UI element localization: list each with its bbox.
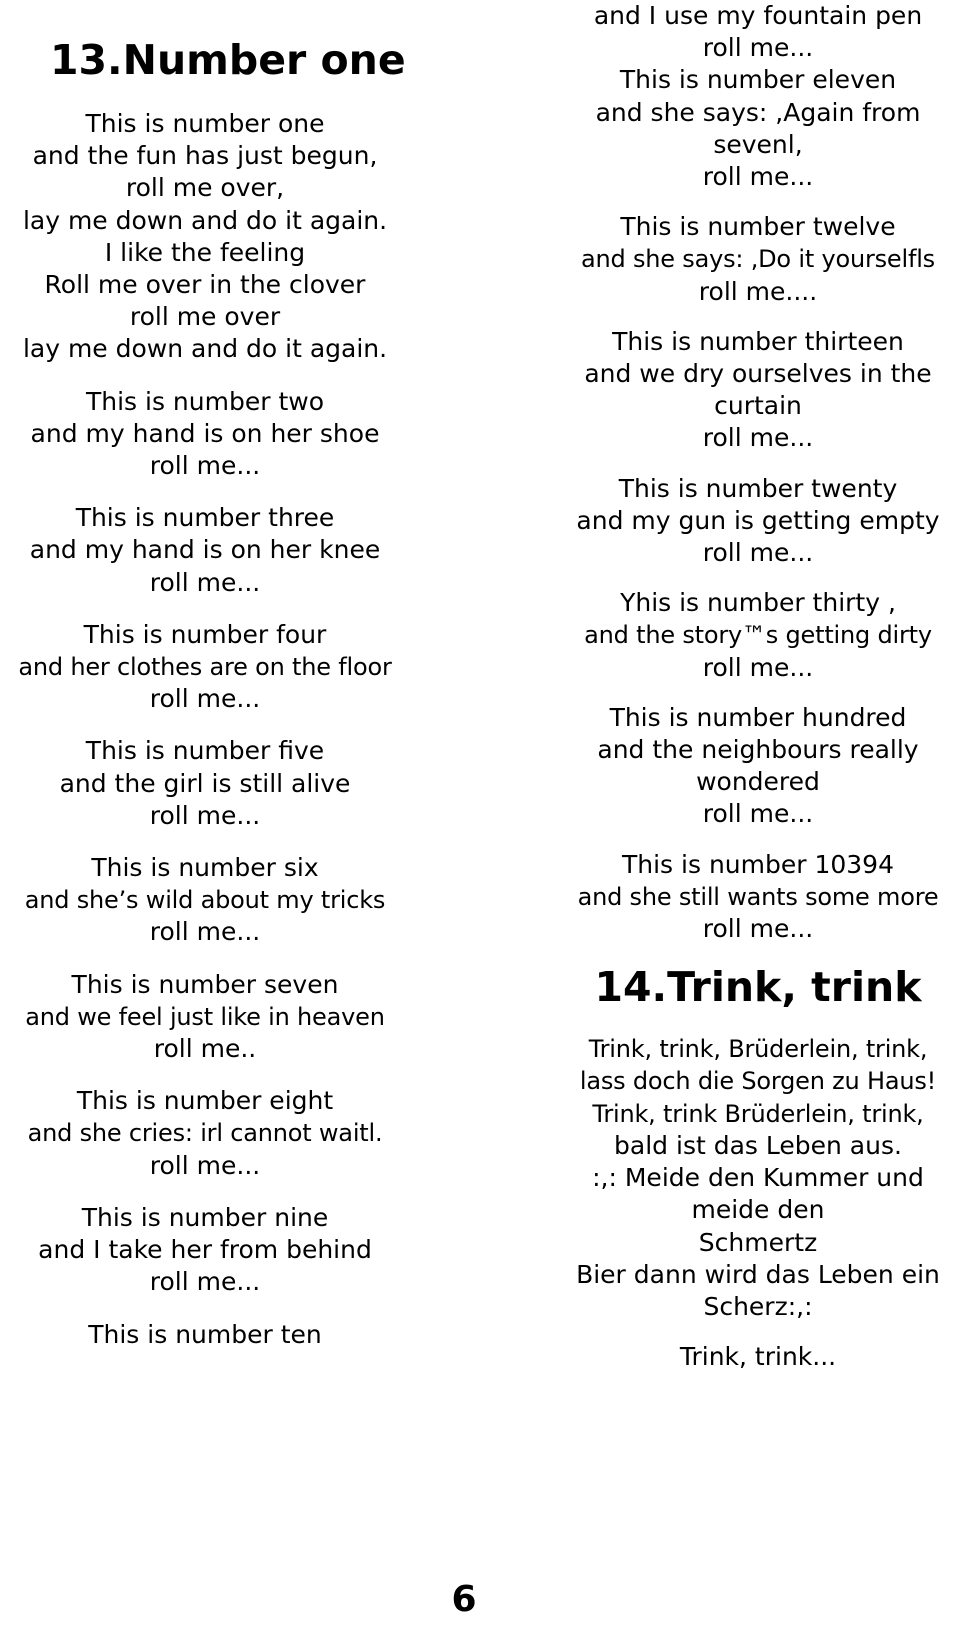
lyric-line: and my hand is on her shoe	[30, 418, 380, 448]
stanza	[556, 326, 960, 455]
lyric-line: This is number five	[85, 736, 325, 766]
stanza	[0, 852, 410, 949]
stanza	[556, 1033, 960, 1323]
lyric-line: roll me...	[702, 538, 814, 568]
lyric-line: This is number twelve	[620, 212, 896, 242]
lyric-line: and she says: ,Again from	[595, 97, 921, 127]
lyric-line: This is number four	[83, 619, 327, 649]
lyric-line: roll me over,	[125, 173, 285, 203]
lyric-line: roll me...	[149, 917, 261, 947]
stanza	[556, 211, 960, 308]
lyric-line: and we dry ourselves in the	[584, 359, 932, 389]
lyric-line: This is number seven	[71, 969, 339, 999]
stanza	[0, 619, 410, 716]
lyric-line: roll me...	[702, 914, 814, 944]
lyric-line: This is number eleven	[619, 65, 897, 95]
lyric-line: and the fun has just begun,	[32, 141, 378, 171]
lyric-line: and I take her from behind	[38, 1235, 372, 1265]
stanza	[0, 735, 410, 832]
stanza	[556, 473, 960, 570]
lyric-line: Roll me over in the clover	[44, 270, 366, 300]
stanza	[556, 849, 960, 946]
lyric-line: roll me....	[698, 276, 818, 306]
lyric-line: roll me...	[149, 1267, 261, 1297]
lyric-line: :,: Meide den Kummer und	[592, 1163, 924, 1193]
lyric-line: and the story™s getting dirty	[584, 621, 932, 650]
lyric-line: wondered	[696, 767, 820, 797]
lyric-line: Schmertz	[698, 1227, 818, 1257]
lyric-line: lass doch die Sorgen zu Haus!	[579, 1067, 937, 1096]
lyric-line: roll me over	[129, 302, 281, 332]
song-lyrics-continued	[556, 0, 960, 945]
lyric-line: roll me...	[702, 162, 814, 192]
lyric-line: roll me...	[702, 799, 814, 829]
lyric-line: lay me down and do it again.	[22, 334, 388, 364]
stanza	[0, 1085, 410, 1182]
lyric-line: This is number thirteen	[612, 326, 904, 356]
lyric-line: roll me...	[149, 800, 261, 830]
stanza	[0, 502, 410, 599]
lyric-line: bald ist das Leben aus.	[614, 1130, 902, 1160]
page-number	[0, 1580, 960, 1620]
stanza	[556, 1341, 960, 1373]
lyric-line: and the girl is still alive	[59, 768, 351, 798]
lyric-line: This is number nine	[81, 1202, 329, 1232]
lyric-line: Yhis is number thirty ,	[620, 588, 896, 618]
lyric-line: meide den	[691, 1195, 825, 1225]
stanza	[556, 0, 960, 193]
right-column	[556, 0, 960, 1391]
lyric-line: Trink, trink...	[679, 1342, 837, 1372]
lyric-line: roll me...	[702, 652, 814, 682]
lyric-line: This is number hundred	[609, 702, 907, 732]
lyric-line: and my gun is getting empty	[576, 505, 940, 535]
lyric-line: roll me...	[149, 451, 261, 481]
lyric-line: roll me...	[702, 423, 814, 453]
lyric-line: This is number twenty	[618, 473, 898, 503]
lyric-line: roll me..	[153, 1034, 257, 1064]
song-title: 13.Number one	[50, 36, 406, 84]
lyric-line: and her clothes are on the floor	[18, 653, 392, 682]
lyric-line: This is number one	[85, 109, 325, 138]
lyric-line: Scherz:,:	[703, 1291, 813, 1321]
lyric-line: roll me...	[702, 33, 814, 63]
lyric-line: roll me...	[149, 1150, 261, 1180]
song-title: 14.Trink, trink	[594, 963, 922, 1012]
song-lyrics	[0, 108, 410, 1351]
lyric-line: This is number three	[75, 503, 335, 533]
lyric-line: and she cries: irl cannot waitl.	[27, 1119, 383, 1148]
lyric-line: roll me...	[149, 684, 261, 714]
lyric-line: and she’s wild about my tricks	[24, 886, 386, 915]
lyric-line: This is number ten	[88, 1319, 322, 1349]
lyric-line: Trink, trink, Brüderlein, trink,	[588, 1035, 928, 1064]
lyric-line: I like the feeling	[104, 237, 306, 267]
stanza	[0, 1202, 410, 1299]
lyric-line: This is number eight	[76, 1086, 334, 1116]
lyric-line: roll me...	[149, 567, 261, 597]
lyric-line: and we feel just like in heaven	[25, 1002, 385, 1031]
page-number-text: 6	[451, 1579, 477, 1620]
lyric-line: and she still wants some more	[577, 882, 939, 911]
lyric-line: Trink, trink Brüderlein, trink,	[592, 1099, 924, 1128]
lyric-line: Bier dann wird das Leben ein	[576, 1259, 940, 1289]
lyric-line: and she says: ,Do it yourselfls	[581, 245, 935, 274]
stanza	[0, 108, 410, 366]
stanza	[556, 587, 960, 684]
stanza	[0, 386, 410, 483]
lyric-line: and I use my fountain pen	[593, 1, 923, 30]
stanza	[0, 969, 410, 1066]
lyric-line: This is number 10394	[622, 849, 894, 879]
lyric-line: and my hand is on her knee	[29, 535, 381, 565]
lyric-line: lay me down and do it again.	[22, 205, 388, 235]
lyric-line: curtain	[714, 391, 802, 421]
left-column	[0, 0, 410, 1371]
song-lyrics	[556, 1033, 960, 1373]
lyric-line: sevenl,	[713, 129, 803, 159]
stanza	[556, 702, 960, 831]
lyric-line: and the neighbours really	[597, 735, 919, 765]
lyric-line: This is number six	[91, 853, 319, 883]
lyric-line: This is number two	[85, 386, 324, 416]
stanza	[0, 1319, 410, 1351]
